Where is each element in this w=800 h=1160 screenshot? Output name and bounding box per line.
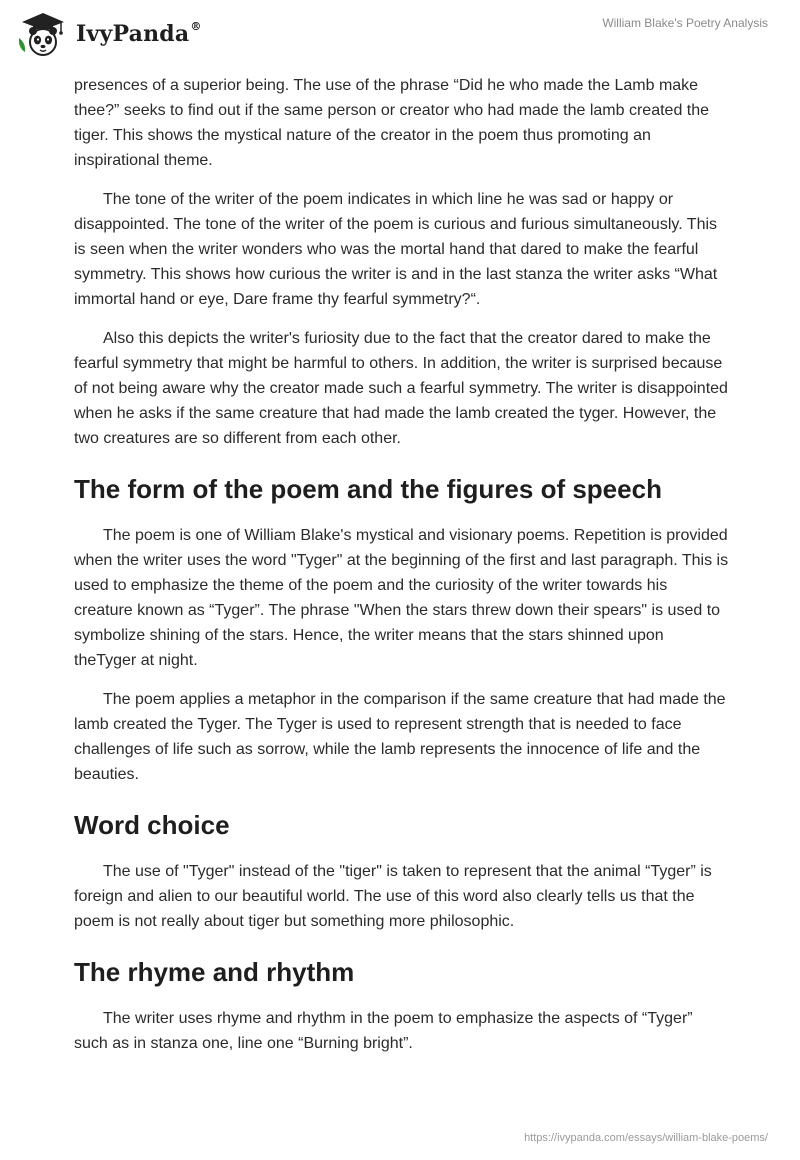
brand-logo[interactable] [16, 8, 202, 58]
paragraph: The use of "Tyger" instead of the "tiger" is taken to represent that the animal “Tyger” is foreign and alien to our beautiful world. The use of this word also clearly tells us that the poem is not really about tiger but something more philosophic. [74, 863, 712, 930]
document-title: William Blake's Poetry Analysis [602, 16, 768, 30]
paragraph: presences of a superior being. The use of the phrase “Did he who made the Lamb make thee?” seeks to find out if the same person or creator who had made the lamb created the tiger. This shows the mystical nature of the creator in the poem thus promoting an inspirational theme. [74, 77, 710, 169]
paragraph: The writer uses rhyme and rhythm in the poem to emphasize the aspects of “Tyger” such as in stanza one, line one “Burning bright”. [74, 1010, 693, 1052]
footer-url-link[interactable]: https://ivypanda.com/essays/william-blake-poems/ [524, 1132, 768, 1144]
essay-body [74, 73, 730, 1070]
paragraph: The poem is one of William Blake's mystical and visionary poems. Repetition is provided when the writer uses the word "Tyger" at the beginning of the first and last paragraph. This is used to emphasize the theme of the poem and the curiosity of the writer towards his creature known as “Tyger”. The phrase "When the stars threw down their spears" is used to symbolize shining of the stars. Hence, the writer means that the stars shinned upon theTyger at night. [74, 527, 729, 669]
section-heading-form: The form of the poem and the figures of speech [74, 474, 662, 504]
paragraph: The poem applies a metaphor in the comparison if the same creature that had made the lamb created the Tyger. The Tyger is used to represent strength that is needed to face challenges of life such as sorrow, while the lamb represents the innocence of life and the beauties. [74, 691, 726, 783]
paragraph: The tone of the writer of the poem indicates in which line he was sad or happy or disappointed. The tone of the writer of the poem is curious and furious simultaneously. This is seen when the writer wonders who was the mortal hand that dared to make the fearful symmetry. This shows how curious the writer is and in the last stanza the writer asks “What immortal hand or eye, Dare frame thy fearful symmetry?“. [74, 191, 718, 308]
section-heading-word-choice: Word choice [74, 810, 230, 840]
page-header [0, 0, 800, 64]
paragraph: Also this depicts the writer's furiosity due to the fact that the creator dared to make the fearful symmetry that might be harmful to others. In addition, the writer is surprised because of not being aware why the creator made such a fearful symmetry. The writer is disappointed when he asks if the same creature that had made the lamb created the tyger. However, the two creatures are so different from each other. [74, 330, 728, 447]
brand-name: IvyPanda® [76, 19, 202, 47]
registered-mark: ® [190, 19, 202, 33]
panda-graduate-logo-icon [16, 8, 70, 58]
section-heading-rhyme: The rhyme and rhythm [74, 957, 355, 987]
